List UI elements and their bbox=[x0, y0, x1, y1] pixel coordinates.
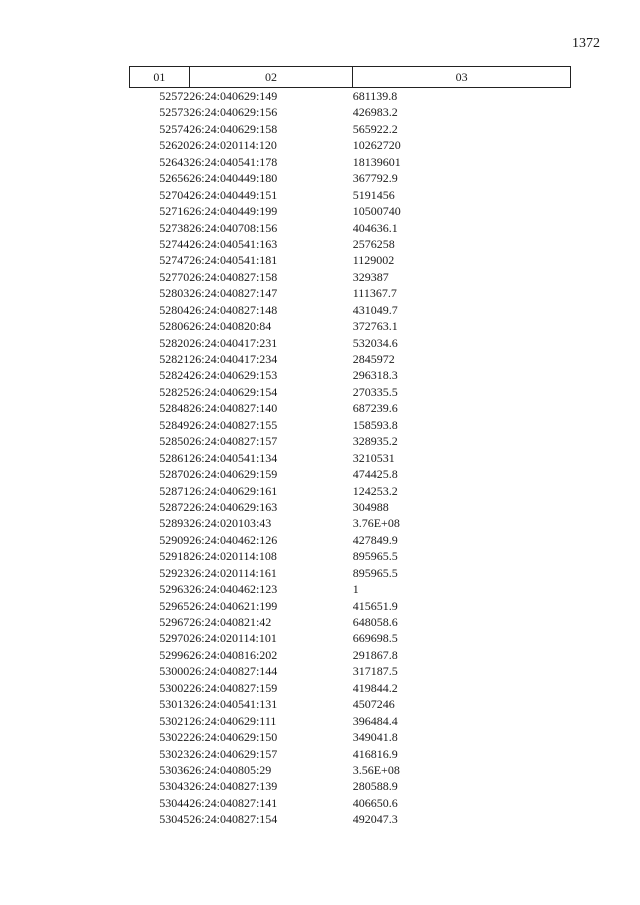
table-row bbox=[130, 630, 571, 646]
value-cell: 1 bbox=[352, 582, 359, 597]
row-id-cell: 52574 bbox=[159, 121, 190, 136]
table-row bbox=[130, 466, 571, 482]
value-cell: 18139601 bbox=[352, 154, 401, 169]
value-cell: 415651.9 bbox=[352, 598, 398, 613]
value-cell: 5191456 bbox=[352, 187, 395, 202]
value-cell: 291867.8 bbox=[352, 647, 398, 662]
value-cell: 124253.2 bbox=[352, 483, 398, 498]
cadastral-number-cell: 26:24:040541:131 bbox=[189, 697, 278, 712]
value-cell: 329387 bbox=[352, 269, 389, 284]
table-row bbox=[130, 318, 571, 334]
cadastral-number-cell: 26:24:020114:161 bbox=[189, 565, 277, 580]
row-id-cell: 53023 bbox=[159, 746, 190, 761]
cadastral-number-cell: 26:24:040541:134 bbox=[189, 450, 278, 465]
row-id-cell: 53043 bbox=[159, 779, 190, 794]
row-id-cell: 52804 bbox=[159, 302, 190, 317]
table-row bbox=[130, 88, 571, 105]
value-cell: 431049.7 bbox=[352, 302, 398, 317]
value-cell: 367792.9 bbox=[352, 171, 398, 186]
cadastral-number-cell: 26:24:040449:151 bbox=[189, 187, 278, 202]
table-body bbox=[130, 88, 571, 828]
row-id-cell: 53021 bbox=[159, 713, 190, 728]
row-id-cell: 53000 bbox=[159, 664, 190, 679]
cadastral-number-cell: 26:24:040827:148 bbox=[189, 302, 278, 317]
table-row bbox=[130, 565, 571, 581]
row-id-cell: 52738 bbox=[159, 220, 190, 235]
row-id-cell: 52965 bbox=[159, 598, 190, 613]
row-id-cell: 52848 bbox=[159, 401, 190, 416]
row-id-cell: 52716 bbox=[159, 204, 190, 219]
cadastral-number-cell: 26:24:040541:178 bbox=[189, 154, 278, 169]
value-cell: 10262720 bbox=[352, 138, 401, 153]
row-id-cell: 52893 bbox=[159, 516, 190, 531]
cadastral-number-cell: 26:24:040449:199 bbox=[189, 204, 278, 219]
table-row bbox=[130, 614, 571, 630]
value-cell: 296318.3 bbox=[352, 368, 398, 383]
value-cell: 1129002 bbox=[352, 253, 395, 268]
table-row bbox=[130, 499, 571, 515]
cadastral-number-cell: 26:24:040629:150 bbox=[189, 730, 278, 745]
cadastral-number-cell: 26:24:040827:157 bbox=[189, 434, 278, 449]
table-row bbox=[130, 104, 571, 120]
table-row bbox=[130, 762, 571, 778]
value-cell: 372763.1 bbox=[352, 319, 398, 334]
table-row bbox=[130, 647, 571, 663]
table-row bbox=[130, 778, 571, 794]
row-id-cell: 52821 bbox=[159, 352, 190, 366]
row-id-cell: 52923 bbox=[159, 565, 190, 580]
value-cell: 280588.9 bbox=[352, 779, 398, 794]
table-row bbox=[130, 269, 571, 285]
row-id-cell: 52656 bbox=[159, 171, 190, 186]
table-row bbox=[130, 384, 571, 400]
row-id-cell: 52909 bbox=[159, 532, 190, 547]
value-cell: 2845972 bbox=[352, 352, 395, 366]
cadastral-number-cell: 26:24:040449:180 bbox=[189, 171, 278, 186]
row-id-cell: 52871 bbox=[159, 483, 190, 498]
row-id-cell: 52643 bbox=[159, 154, 190, 169]
cadastral-number-cell: 26:24:040462:126 bbox=[189, 532, 278, 547]
cadastral-number-cell: 26:24:040541:181 bbox=[189, 253, 278, 268]
page-number: 1372 bbox=[572, 36, 600, 51]
table-row bbox=[130, 548, 571, 564]
header-col-02: 02 bbox=[189, 67, 352, 88]
row-id-cell: 52704 bbox=[159, 187, 190, 202]
cadastral-number-cell: 26:24:040629:157 bbox=[189, 746, 278, 761]
cadastral-number-cell: 26:24:020114:108 bbox=[189, 549, 277, 564]
cadastral-number-cell: 26:24:040629:161 bbox=[189, 483, 278, 498]
row-id-cell: 52963 bbox=[159, 582, 190, 597]
value-cell: 317187.5 bbox=[352, 664, 398, 679]
cadastral-number-cell: 26:24:040821:42 bbox=[189, 615, 272, 629]
cadastral-number-cell: 26:24:040827:144 bbox=[189, 664, 278, 679]
row-id-cell: 52744 bbox=[159, 236, 190, 251]
value-cell: 304988 bbox=[352, 499, 389, 514]
table-row bbox=[130, 515, 571, 531]
cadastral-number-cell: 26:24:040629:156 bbox=[189, 105, 278, 120]
table-row bbox=[130, 450, 571, 466]
value-cell: 3.76E+08 bbox=[352, 516, 400, 531]
cadastral-number-cell: 26:24:040417:231 bbox=[189, 335, 278, 350]
value-cell: 427849.9 bbox=[352, 532, 398, 547]
table-row bbox=[130, 713, 571, 729]
value-cell: 3.56E+08 bbox=[352, 762, 400, 777]
table-row bbox=[130, 729, 571, 745]
value-cell: 895965.5 bbox=[352, 565, 398, 580]
value-cell: 111367.7 bbox=[352, 286, 397, 301]
cadastral-number-cell: 26:24:040820:84 bbox=[189, 319, 272, 334]
value-cell: 416816.9 bbox=[352, 746, 398, 761]
row-id-cell: 52770 bbox=[159, 269, 190, 284]
table-row bbox=[130, 400, 571, 416]
header-row bbox=[130, 67, 571, 88]
cadastral-number-cell: 26:24:040827:154 bbox=[189, 812, 278, 827]
cadastral-number-cell: 26:24:020114:101 bbox=[189, 631, 277, 646]
cadastral-number-cell: 26:24:040827:147 bbox=[189, 286, 278, 301]
table-row bbox=[130, 187, 571, 203]
table-row bbox=[130, 433, 571, 449]
row-id-cell: 52825 bbox=[159, 384, 190, 399]
row-id-cell: 53044 bbox=[159, 795, 190, 810]
table-row bbox=[130, 367, 571, 383]
table-row bbox=[130, 811, 571, 827]
row-id-cell: 52820 bbox=[159, 335, 190, 350]
table-row bbox=[130, 335, 571, 351]
cadastral-number-cell: 26:24:040629:154 bbox=[189, 384, 278, 399]
table-row bbox=[130, 285, 571, 301]
cadastral-number-cell: 26:24:040827:155 bbox=[189, 417, 278, 432]
row-id-cell: 53045 bbox=[159, 812, 190, 827]
cadastral-number-cell: 26:24:020114:120 bbox=[189, 138, 277, 153]
cadastral-number-cell: 26:24:020103:43 bbox=[189, 516, 272, 531]
table-row bbox=[130, 746, 571, 762]
cadastral-number-cell: 26:24:040827:158 bbox=[189, 269, 278, 284]
value-cell: 349041.8 bbox=[352, 730, 398, 745]
row-id-cell: 52806 bbox=[159, 319, 190, 334]
header-col-03: 03 bbox=[353, 67, 571, 88]
row-id-cell: 52918 bbox=[159, 549, 190, 564]
value-cell: 158593.8 bbox=[352, 417, 398, 432]
cadastral-number-cell: 26:24:040816:202 bbox=[189, 647, 278, 662]
table-row bbox=[130, 137, 571, 153]
cadastral-number-cell: 26:24:040629:149 bbox=[189, 89, 278, 103]
cadastral-number-cell: 26:24:040541:163 bbox=[189, 236, 278, 251]
row-id-cell: 52970 bbox=[159, 631, 190, 646]
row-id-cell: 52861 bbox=[159, 450, 190, 465]
cadastral-number-cell: 26:24:040629:111 bbox=[189, 713, 277, 728]
table-row bbox=[130, 483, 571, 499]
table-row bbox=[130, 252, 571, 268]
table-row bbox=[130, 696, 571, 712]
cadastral-number-cell: 26:24:040827:141 bbox=[189, 795, 278, 810]
row-id-cell: 53036 bbox=[159, 762, 190, 777]
cadastral-number-cell: 26:24:040462:123 bbox=[189, 582, 278, 597]
value-cell: 565922.2 bbox=[352, 121, 398, 136]
value-cell: 669698.5 bbox=[352, 631, 398, 646]
header-col-01: 01 bbox=[130, 67, 190, 88]
table-row bbox=[130, 170, 571, 186]
table-row bbox=[130, 680, 571, 696]
cadastral-number-cell: 26:24:040827:139 bbox=[189, 779, 278, 794]
value-cell: 404636.1 bbox=[352, 220, 398, 235]
value-cell: 426983.2 bbox=[352, 105, 398, 120]
table-row bbox=[130, 351, 571, 367]
value-cell: 687239.6 bbox=[352, 401, 398, 416]
value-cell: 396484.4 bbox=[352, 713, 398, 728]
value-cell: 474425.8 bbox=[352, 467, 398, 482]
cadastral-number-cell: 26:24:040805:29 bbox=[189, 762, 272, 777]
value-cell: 406650.6 bbox=[352, 795, 398, 810]
cadastral-number-cell: 26:24:040629:159 bbox=[189, 467, 278, 482]
table-row bbox=[130, 220, 571, 236]
value-cell: 328935.2 bbox=[352, 434, 398, 449]
cadastral-number-cell: 26:24:040629:158 bbox=[189, 121, 278, 136]
row-id-cell: 52803 bbox=[159, 286, 190, 301]
table-row bbox=[130, 154, 571, 170]
row-id-cell: 53013 bbox=[159, 697, 190, 712]
row-id-cell: 52849 bbox=[159, 417, 190, 432]
value-cell: 3210531 bbox=[352, 450, 395, 465]
value-cell: 648058.6 bbox=[352, 615, 398, 629]
value-cell: 681139.8 bbox=[352, 89, 398, 103]
table-row bbox=[130, 663, 571, 679]
table-row bbox=[130, 121, 571, 137]
row-id-cell: 52747 bbox=[159, 253, 190, 268]
cadastral-number-cell: 26:24:040827:159 bbox=[189, 680, 278, 695]
cadastral-number-cell: 26:24:040417:234 bbox=[189, 352, 278, 366]
value-cell: 492047.3 bbox=[352, 812, 398, 827]
value-cell: 2576258 bbox=[352, 236, 395, 251]
table-row bbox=[130, 236, 571, 252]
value-cell: 4507246 bbox=[352, 697, 395, 712]
cadastral-number-cell: 26:24:040629:153 bbox=[189, 368, 278, 383]
cadastral-number-cell: 26:24:040629:163 bbox=[189, 499, 278, 514]
value-cell: 532034.6 bbox=[352, 335, 398, 350]
table-row bbox=[130, 581, 571, 597]
row-id-cell: 52573 bbox=[159, 105, 190, 120]
table-row bbox=[130, 203, 571, 219]
value-cell: 270335.5 bbox=[352, 384, 398, 399]
table-row bbox=[130, 598, 571, 614]
table-header bbox=[130, 67, 571, 88]
table-row bbox=[130, 302, 571, 318]
value-cell: 10500740 bbox=[352, 204, 401, 219]
row-id-cell: 53022 bbox=[159, 730, 190, 745]
value-cell: 895965.5 bbox=[352, 549, 398, 564]
value-cell: 419844.2 bbox=[352, 680, 398, 695]
row-id-cell: 52572 bbox=[159, 89, 190, 103]
cadastral-number-cell: 26:24:040621:199 bbox=[189, 598, 278, 613]
cadastral-number-cell: 26:24:040827:140 bbox=[189, 401, 278, 416]
row-id-cell: 52824 bbox=[159, 368, 190, 383]
data-table bbox=[129, 66, 571, 828]
row-id-cell: 52870 bbox=[159, 467, 190, 482]
table-row bbox=[130, 532, 571, 548]
table-row bbox=[130, 417, 571, 433]
row-id-cell: 52620 bbox=[159, 138, 190, 153]
row-id-cell: 52872 bbox=[159, 499, 190, 514]
cadastral-number-cell: 26:24:040708:156 bbox=[189, 220, 278, 235]
row-id-cell: 53002 bbox=[159, 680, 190, 695]
row-id-cell: 52996 bbox=[159, 647, 190, 662]
row-id-cell: 52967 bbox=[159, 615, 190, 629]
row-id-cell: 52850 bbox=[159, 434, 190, 449]
table-row bbox=[130, 795, 571, 811]
